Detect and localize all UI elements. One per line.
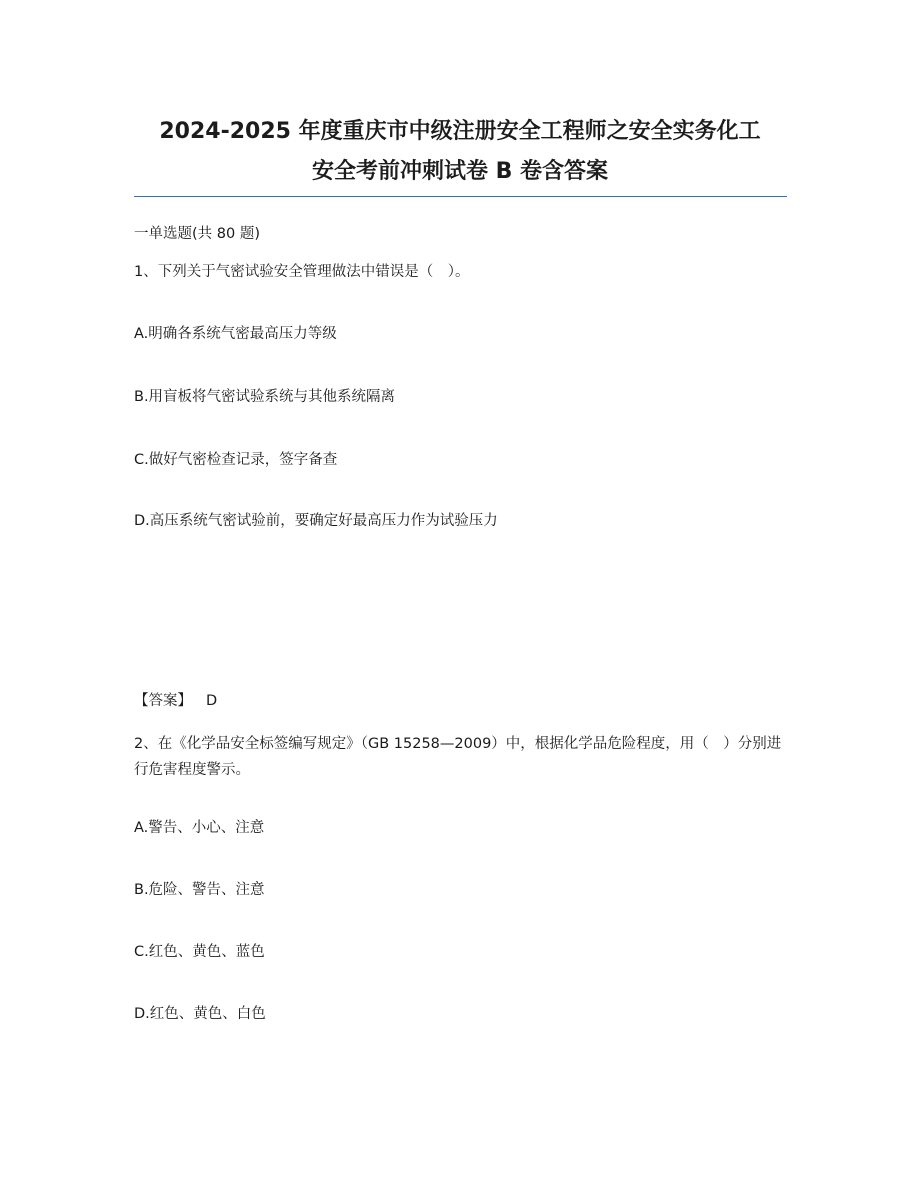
question-2-option-c: C.红色、黄色、蓝色 — [134, 944, 265, 960]
question-2-stem: 2、在《化学品安全标签编写规定》（GB 15258—2009）中，根据化学品危险程度，用（ ）分别进行危害程度警示。 — [134, 736, 782, 778]
question-2-option-d: D.红色、黄色、白色 — [134, 1006, 266, 1022]
document-title-line-2: 安全考前冲刺试卷 B 卷含答案 — [311, 159, 609, 184]
question-2-option-b: B.危险、警告、注意 — [134, 882, 265, 898]
document-title-line-1: 2024-2025 年度重庆市中级注册安全工程师之安全实务化工 — [159, 119, 761, 144]
title-divider — [134, 196, 787, 197]
answer-label: 【答案】 — [134, 693, 192, 709]
answer-value: D — [206, 693, 218, 709]
question-1-option-a: A.明确各系统气密最高压力等级 — [134, 326, 337, 342]
question-1-option-c: C.做好气密检查记录，签字备查 — [134, 452, 338, 468]
question-1-answer — [134, 691, 794, 711]
question-1-option-d: D.高压系统气密试验前，要确定好最高压力作为试验压力 — [134, 513, 498, 529]
question-1-option-b: B.用盲板将气密试验系统与其他系统隔离 — [134, 389, 396, 405]
section-header: 一单选题(共 80 题) — [134, 226, 260, 242]
question-2-option-a: A.警告、小心、注意 — [134, 820, 265, 836]
question-1-stem: 1、下列关于气密试验安全管理做法中错误是（ ）。 — [134, 264, 470, 280]
